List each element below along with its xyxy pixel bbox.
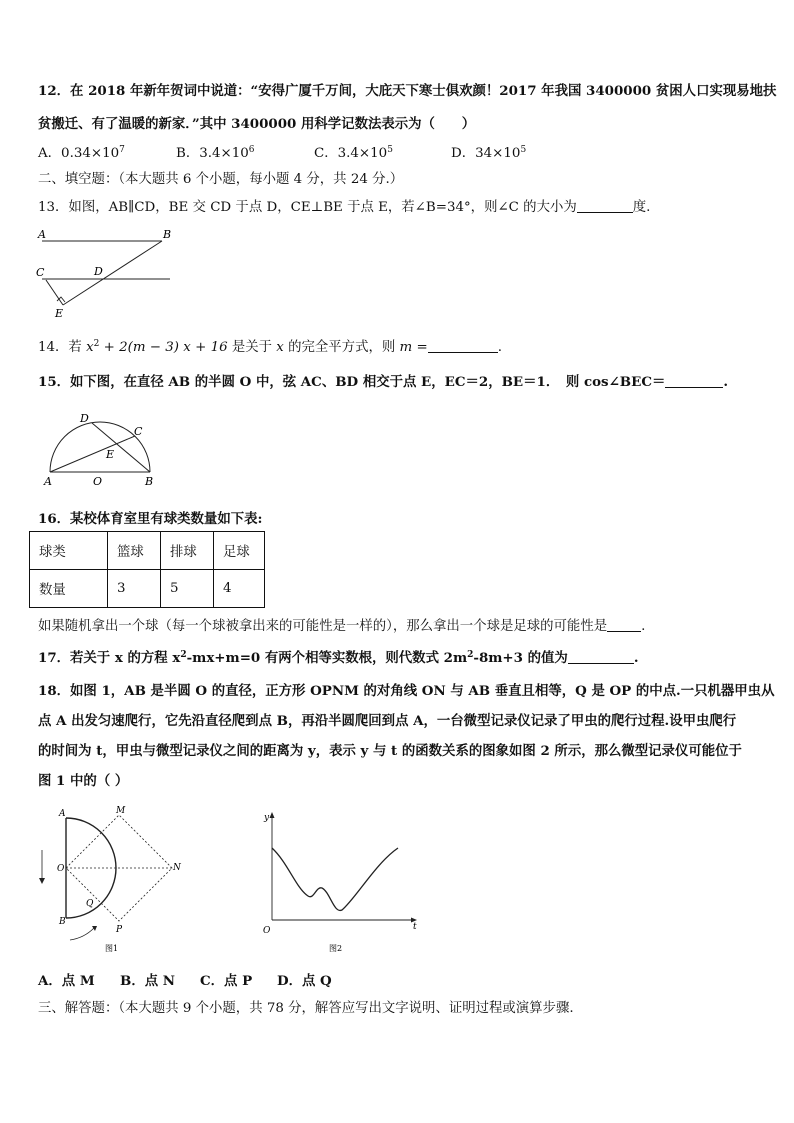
fig1-label-p: P — [116, 925, 123, 935]
fig2-caption: 图2 — [329, 944, 343, 953]
q18-option-b: B．点 N — [120, 973, 176, 989]
q12-line2: 贫搬迁、有了温暖的新家．”其中 3400000 用科学记数法表示为（ ） — [38, 116, 476, 132]
q13-label-c: C — [36, 266, 45, 279]
q14-text: 14．若 $x^2 + 2(m - 3) x + 16$ 是关于 x 的完全平方式，则 m = . — [38, 339, 502, 355]
q15-label-d: D — [80, 412, 89, 425]
q18-line4: 图 1 中的（ ） — [38, 773, 129, 789]
table-row — [30, 570, 265, 608]
q15-blank — [665, 373, 723, 388]
q15-label-c: C — [134, 425, 143, 438]
q15-label-b: B — [145, 475, 154, 488]
q12-option-d: D．$34\times 10^5$ — [451, 145, 527, 161]
section2-heading: 二、填空题：（本大题共 6 个小题，每小题 4 分，共 24 分.） — [38, 172, 404, 187]
q12-option-b: B．$3.4\times 10^6$ — [176, 145, 255, 161]
q13-label-d: D — [94, 265, 103, 278]
q13-text: 13．如图，AB∥CD，BE 交 CD 于点 D，CE⊥BE 于点 E，若∠B=34°，则∠C 的大小为 度. — [38, 200, 651, 215]
q15-label-e: E — [106, 448, 115, 461]
q17-blank — [568, 649, 634, 664]
fig1-label-a: A — [59, 809, 66, 819]
q17-text: 17．若关于 x 的方程 $x^2-mx+m=0$ 有两个相等实数根，则代数式 $2m^2-8m+3$ 的值为 . — [38, 650, 639, 666]
table-cell: 篮球 — [108, 532, 161, 570]
q18-option-c: C．点 P — [200, 973, 253, 989]
fig1-label-n: N — [173, 863, 181, 873]
q18-line2: 点 A 出发匀速爬行，它先沿直径爬到点 B，再沿半圆爬回到点 A，一台微型记录仪记录了甲虫的爬行过程.设甲虫爬行 — [38, 713, 737, 729]
table-cell: 排球 — [161, 532, 214, 570]
table-cell: 数量 — [30, 570, 108, 608]
q16-question: 如果随机拿出一个球（每一个球被拿出来的可能性是一样的），那么拿出一个球是足球的可能性是 . — [38, 619, 646, 634]
q13-label-e: E — [55, 307, 64, 319]
q16-table — [29, 531, 265, 608]
fig2-label-y: y — [264, 813, 270, 823]
q13-label-a: A — [38, 228, 46, 241]
table-cell: 3 — [108, 570, 161, 608]
fig1-label-q: Q — [86, 899, 94, 909]
table-cell: 4 — [214, 570, 265, 608]
q16-text: 16．某校体育室里有球类数量如下表: — [38, 511, 263, 527]
table-cell: 5 — [161, 570, 214, 608]
q13-figure — [30, 224, 180, 319]
fig1-label-m: M — [116, 806, 126, 816]
fig1-caption: 图1 — [105, 944, 119, 953]
q18-figure2 — [258, 808, 423, 958]
q18-option-a: A．点 M — [38, 973, 95, 989]
section3-heading: 三、解答题：（本大题共 9 个小题，共 78 分，解答应写出文字说明、证明过程或演算步骤. — [38, 1001, 574, 1016]
q15-label-o: O — [93, 475, 103, 488]
q18-option-d: D．点 Q — [277, 973, 332, 989]
fig2-label-t: t — [413, 922, 417, 932]
table-row — [30, 532, 265, 570]
q18-line3: 的时间为 t，甲虫与微型记录仪之间的距离为 y，表示 y 与 t 的函数关系的图象如图 2 所示，那么微型记录仪可能位于 — [38, 743, 742, 759]
table-cell: 足球 — [214, 532, 265, 570]
fig2-label-o: O — [263, 926, 271, 936]
fig1-label-o: O — [57, 864, 65, 874]
q13-label-b: B — [163, 228, 172, 241]
q15-figure — [40, 410, 160, 490]
q15-text: 15．如下图，在直径 AB 的半圆 O 中，弦 AC、BD 相交于点 E，EC＝2，BE＝1． 则 cos∠BEC＝ . — [38, 374, 729, 390]
table-cell: 球类 — [30, 532, 108, 570]
q18-line1: 18．如图 1，AB 是半圆 O 的直径，正方形 OPNM 的对角线 ON 与 AB 垂直且相等，Q 是 OP 的中点.一只机器甲虫从 — [38, 683, 775, 699]
fig1-label-b: B — [59, 917, 66, 927]
q13-blank — [577, 198, 633, 213]
q12-option-a: A．$0.34\times 10^7$ — [38, 145, 125, 161]
q15-label-a: A — [44, 475, 52, 488]
q12-option-c: C．$3.4\times 10^5$ — [314, 145, 393, 161]
q18-figure1 — [32, 800, 192, 960]
q12-line1: 12．在 2018 年新年贺词中说道：“安得广厦千万间，大庇天下寒士俱欢颜！2017 年我国 3400000 贫困人口实现易地扶 — [38, 83, 777, 99]
q14-blank — [428, 338, 498, 353]
q16-blank — [607, 617, 641, 632]
